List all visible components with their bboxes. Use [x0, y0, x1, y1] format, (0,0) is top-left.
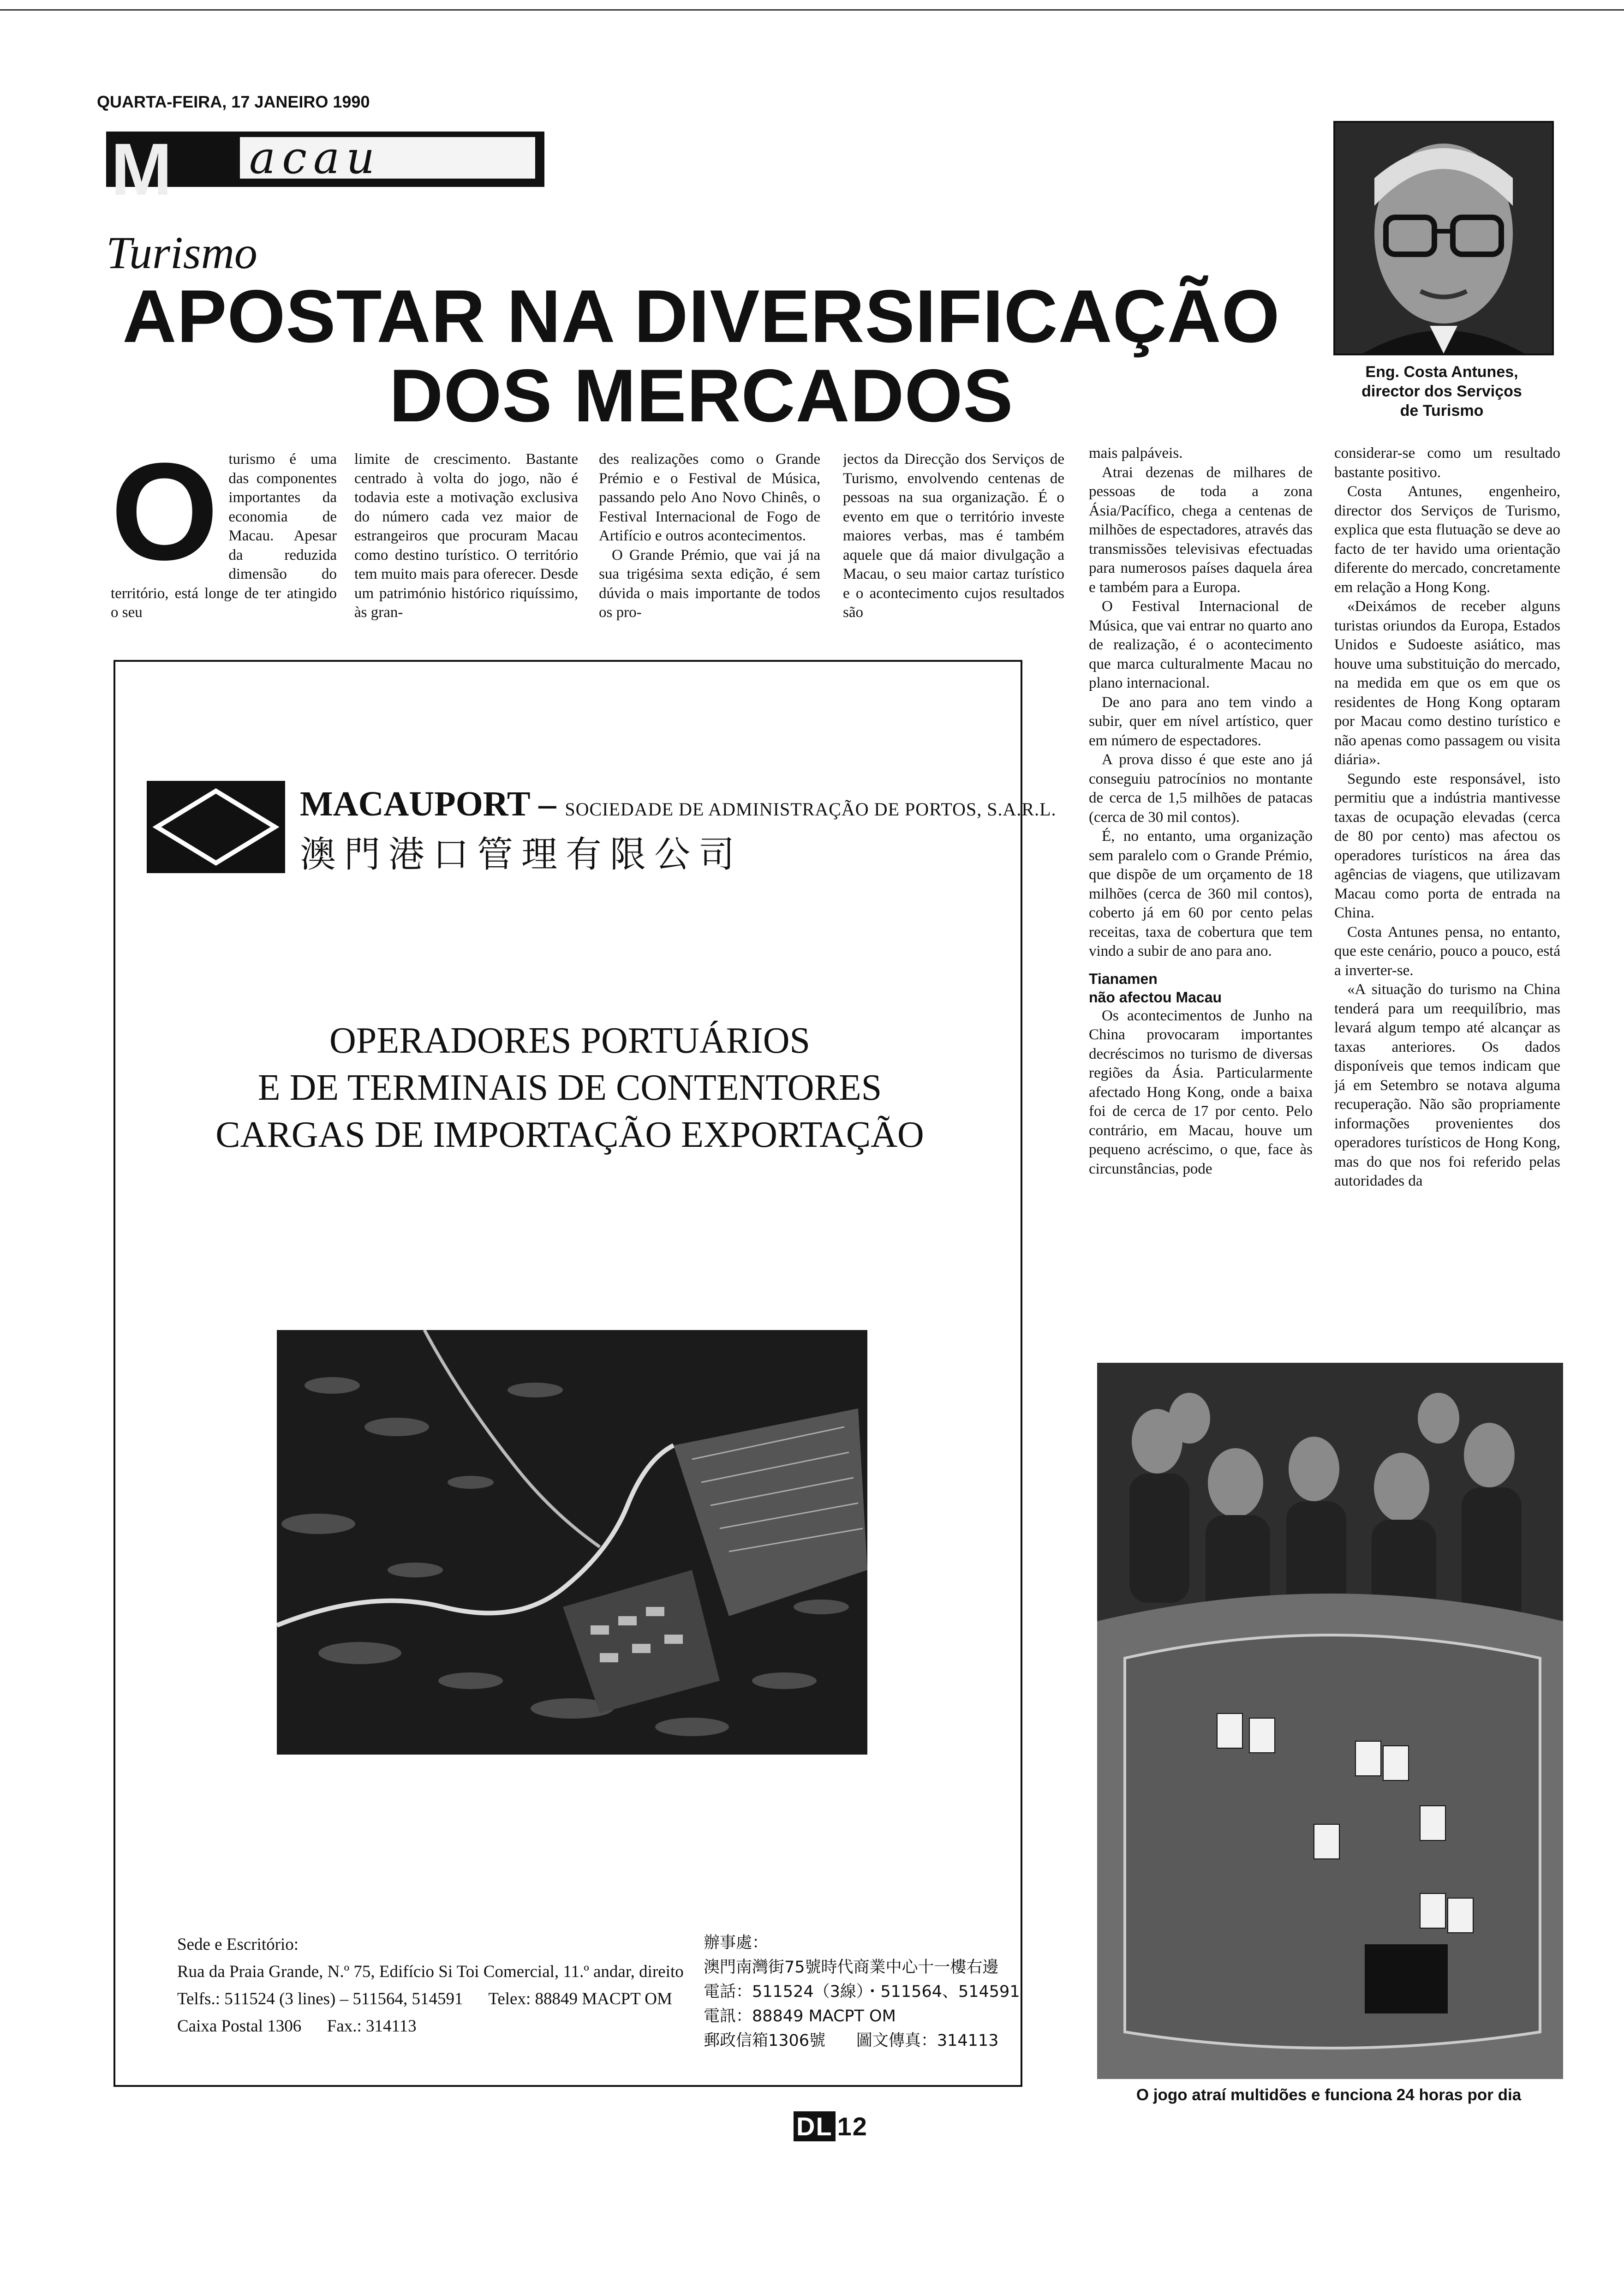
portrait-caption-line-1: Eng. Costa Antunes, [1365, 363, 1518, 381]
section-kicker: Turismo [106, 227, 257, 278]
article-subhead-line-2: não afectou Macau [1089, 989, 1222, 1006]
headline [92, 277, 1310, 436]
diamond-logo-icon [147, 781, 285, 873]
article-paragraph: considerar-se como um resultado bastante positivo. [1334, 445, 1560, 481]
article-paragraph: De ano para ano tem vindo a subir, quer em nível artístico, quer em número de espectadores. [1089, 694, 1313, 749]
ad-service-line-3: CARGAS DE IMPORTAÇÃO EXPORTAÇÃO [215, 1115, 924, 1155]
masthead-letter: M [111, 128, 171, 210]
article-paragraph: É, no entanto, uma organização sem paralelo com o Grande Prémio, que dispõe de um orçamento de 18 milhões (cerca de 360 mil contos), coberto já em 60 por cento pelas receitas, taxa de cobertura que tem vindo a subir de ano para ano. [1089, 828, 1313, 959]
article-paragraph: «A situação do turismo na China tenderá para um reequilíbrio, mas levará algum tempo até alcançar as taxas anteriores. Os dados disponíveis que temos indicam que já em Setembro se notava alguma recuperação. Não são propriamente informações provenientes dos operadores turísticos de Hong Kong, mas do que nos foi referido pelas autoridades da [1334, 981, 1560, 1189]
article-subhead [1089, 970, 1313, 1007]
portrait-caption-line-2: director dos Serviços [1361, 383, 1522, 400]
casino-table-illustration [1097, 1363, 1563, 2079]
ad-dash: – [530, 785, 565, 823]
article-paragraph: Costa Antunes, engenheiro, director dos Serviços de Turismo, explica que esta flutuação se deve ao facto de ter havido uma orientação diferente do mercado, concretamente em relação a Hong Kong. [1334, 483, 1560, 596]
article-paragraph: Os acontecimentos de Junho na China provocaram importantes decréscimos no turismo de diversas regiões da Ásia. Particularmente afectado Hong Kong, onde a baixa foi de cerca de 17 por cento. Pelo contrário, em Macau, houve um pequeno acréscimo, o que, face às circunstâncias, pode [1089, 1007, 1313, 1177]
article-column-6 [1334, 444, 1560, 1358]
section-masthead [106, 128, 544, 210]
ad-contact-portuguese [177, 1931, 684, 2040]
ad-contact-cn-line: 電話：511524（3線）・511564、514591 [704, 1983, 1020, 2001]
article-paragraph: A prova disso é que este ano já conseguiu patrocínios no montante de cerca de 1,5 milhões de patacas (cerca de 30 mil contos). [1089, 751, 1313, 826]
article-column-4 [843, 450, 1064, 653]
ad-contact-line: Telfs.: 511524 (3 lines) – 511564, 514591 Telex: 88849 MACPT OM [177, 1989, 672, 2008]
ad-company: MACAUPORT [300, 785, 530, 823]
article-paragraph: limite de crescimento. Bastante centrado à volta do jogo, não é todavia este a motivação exclusiva do número cada vez maior de estrangeiros que procuram Macau como destino turístico. O território tem muito mais para oferecer. Desde um património histórico riquíssimo, às gran- [354, 451, 578, 621]
page-logo: DL [794, 2111, 836, 2141]
article-paragraph: des realizações como o Grande Prémio e o Festival de Música, passando pelo Ano Novo Chinês, o Festival Internacional de Fogo de Artifício e outros acontecimentos. [599, 451, 820, 544]
portrait-caption [1333, 362, 1550, 420]
article-column-2 [354, 450, 578, 653]
article-paragraph: Costa Antunes pensa, no entanto, que este cenário, pouco a pouco, está a inverter-se. [1334, 923, 1560, 979]
aerial-port-illustration [277, 1330, 867, 1755]
ad-contact-cn-line: 澳門南灣街75號時代商業中心十一樓右邊 [704, 1958, 999, 1977]
issue-date: QUARTA-FEIRA, 17 JANEIRO 1990 [97, 92, 370, 111]
article-paragraph: «Deixámos de receber alguns turistas oriundos da Europa, Estados Unidos e Sudoeste asiático, mas houve uma substituição do mercado, na medida em que os em que os residentes de Hong Kong optaram por Macau como destino turístico e não apenas como passagem ou visita diária». [1334, 598, 1560, 768]
article-paragraph: Atrai dezenas de milhares de pessoas de toda a zona Ásia/Pacífico, chega a centenas de milhões de espectadores, através das transmissões televisivas efectuadas para numerosos países daquela área e também para a Europa. [1089, 464, 1313, 596]
ad-contact-cn-line: 郵政信箱1306號 圖文傳真：314113 [704, 2031, 999, 2050]
ad-services [115, 1017, 1024, 1158]
article-paragraph: O Grande Prémio, que vai já na sua trigésima sexta edição, é sem dúvida o mais importante de todos os pro- [599, 546, 820, 621]
ad-company-chinese: 澳門港口管理有限公司 [300, 834, 743, 875]
page-number [794, 2111, 868, 2141]
ad-contact-chinese [704, 1931, 1020, 2053]
ad-contact-cn-line: 電訊：88849 MACPT OM [704, 2007, 896, 2025]
article-paragraph: mais palpáveis. [1089, 445, 1183, 461]
casino-photo-caption: O jogo atraí multidões e funciona 24 horas por dia [1136, 2086, 1522, 2104]
portrait-caption-line-3: de Turismo [1400, 402, 1484, 419]
article-paragraph: turismo é uma das componentes importantes da economia de Macau. Apesar da reduzida dimensão do território, está longe de ter atingido o seu [111, 451, 337, 621]
headline-line-2: DOS MERCADOS [389, 354, 1014, 437]
casino-photo [1097, 1363, 1563, 2079]
macauport-advertisement [113, 660, 1057, 2087]
portrait-illustration [1335, 123, 1552, 354]
headline-line-1: APOSTAR NA DIVERSIFICAÇÃO [122, 275, 1280, 358]
ad-company-sub: SOCIEDADE DE ADMINISTRAÇÃO DE PORTOS, S.A.R.L. [565, 799, 1057, 820]
article-subhead-line-1: Tianamen [1089, 970, 1158, 987]
ad-contact-cn-line: 辦事處： [704, 1934, 769, 1952]
diamond-logo-graphic [147, 781, 285, 873]
masthead-word: acau [240, 137, 535, 179]
top-rule [0, 9, 1624, 11]
article-column-1 [111, 450, 337, 653]
page-number-value: 12 [837, 2112, 868, 2141]
aerial-port-photo [277, 1330, 867, 1755]
article-paragraph: jectos da Direcção dos Serviços de Turismo, envolvendo centenas de pessoas na sua organização. É o evento em que o território investe maiores verbas, mas é também aquele que dá maior divulgação a Macau, o seu maior cartaz turístico e o acontecimento cujos resultados são [843, 451, 1064, 621]
article-column-5 [1089, 444, 1313, 1358]
ad-contact-line: Sede e Escritório: [177, 1935, 299, 1954]
portrait-photo [1333, 121, 1554, 355]
article-column-3 [599, 450, 820, 653]
article-paragraph: Segundo este responsável, isto permitiu que a indústria mantivesse taxas de ocupação elevadas (cerca de 80 por cento) mas afectou os operadores turísticos na área das agências de viagens, que utilizavam Macau como porta de entrada na China. [1334, 770, 1560, 921]
ad-service-line-1: OPERADORES PORTUÁRIOS [329, 1020, 811, 1061]
ad-contact-line: Rua da Praia Grande, N.º 75, Edifício Si Toi Comercial, 11.º andar, direito [177, 1962, 684, 1981]
ad-service-line-2: E DE TERMINAIS DE CONTENTORES [257, 1067, 882, 1108]
article-paragraph: O Festival Internacional de Música, que vai entrar no quarto ano de realização, é o acontecimento que marca culturalmente Macau no plano internacional. [1089, 598, 1313, 691]
drop-cap: O [111, 450, 219, 589]
ad-company-name [300, 784, 1057, 824]
ad-contact-line: Caixa Postal 1306 Fax.: 314113 [177, 2017, 417, 2036]
